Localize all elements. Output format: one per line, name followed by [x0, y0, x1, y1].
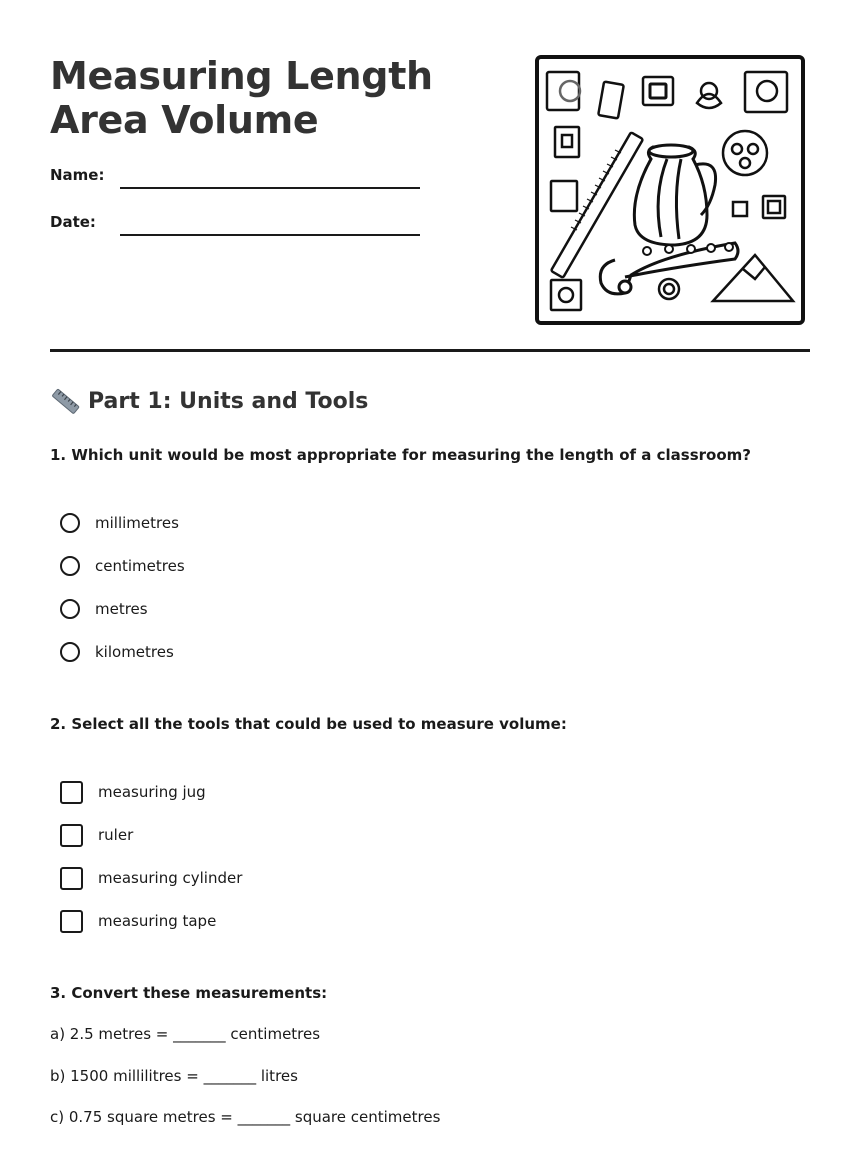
checkbox[interactable]: [60, 824, 83, 847]
conversion-suffix: litres: [256, 1067, 298, 1085]
q2-option-measuring-tape[interactable]: [60, 908, 216, 934]
name-field[interactable]: [120, 187, 420, 189]
q2-option-measuring-cylinder[interactable]: [60, 865, 242, 891]
q1-option-centimetres[interactable]: [60, 553, 185, 579]
checkbox[interactable]: [60, 910, 83, 933]
option-label: centimetres: [95, 557, 185, 575]
conversion-item-c: [50, 1108, 440, 1126]
option-label: millimetres: [95, 514, 179, 532]
option-label: metres: [95, 600, 148, 618]
q1-option-metres[interactable]: [60, 596, 148, 622]
section-divider: [50, 349, 810, 352]
option-label: ruler: [98, 826, 134, 844]
radio-button[interactable]: [60, 642, 80, 662]
answer-blank[interactable]: _______: [203, 1067, 257, 1085]
measuring-tools-illustration: [535, 55, 805, 325]
q1-option-millimetres[interactable]: [60, 510, 179, 536]
checkbox[interactable]: [60, 781, 83, 804]
option-label: measuring tape: [98, 912, 217, 930]
conversion-item-a: [50, 1025, 320, 1043]
part1-heading: [50, 386, 368, 416]
page-title: Measuring Length Area Volume: [50, 54, 433, 142]
ruler-icon: [50, 386, 80, 416]
conversion-suffix: centimetres: [225, 1025, 321, 1043]
conversion-prefix: c) 0.75 square metres =: [50, 1108, 238, 1126]
conversion-suffix: square centimetres: [290, 1108, 441, 1126]
conversion-prefix: b) 1500 millilitres =: [50, 1067, 204, 1085]
q2-option-ruler[interactable]: [60, 822, 133, 848]
conversion-item-b: [50, 1067, 298, 1085]
question-3: 3. Convert these measurements:: [50, 984, 328, 1002]
radio-button[interactable]: [60, 599, 80, 619]
answer-blank[interactable]: _______: [173, 1025, 226, 1043]
option-label: measuring cylinder: [98, 869, 243, 887]
answer-blank[interactable]: _______: [237, 1108, 291, 1126]
date-field[interactable]: [120, 234, 420, 236]
date-label: Date:: [50, 213, 96, 231]
section-title: Part 1: Units and Tools: [88, 388, 369, 414]
question-1: 1. Which unit would be most appropriate for measuring the length of a classroom?: [50, 446, 751, 464]
radio-button[interactable]: [60, 513, 80, 533]
option-label: kilometres: [95, 643, 174, 661]
option-label: measuring jug: [98, 783, 206, 801]
conversion-prefix: a) 2.5 metres =: [50, 1025, 174, 1043]
name-label: Name:: [50, 166, 105, 184]
q1-option-kilometres[interactable]: [60, 639, 174, 665]
q2-option-measuring-jug[interactable]: [60, 779, 206, 805]
radio-button[interactable]: [60, 556, 80, 576]
question-2: 2. Select all the tools that could be used to measure volume:: [50, 715, 567, 733]
checkbox[interactable]: [60, 867, 83, 890]
